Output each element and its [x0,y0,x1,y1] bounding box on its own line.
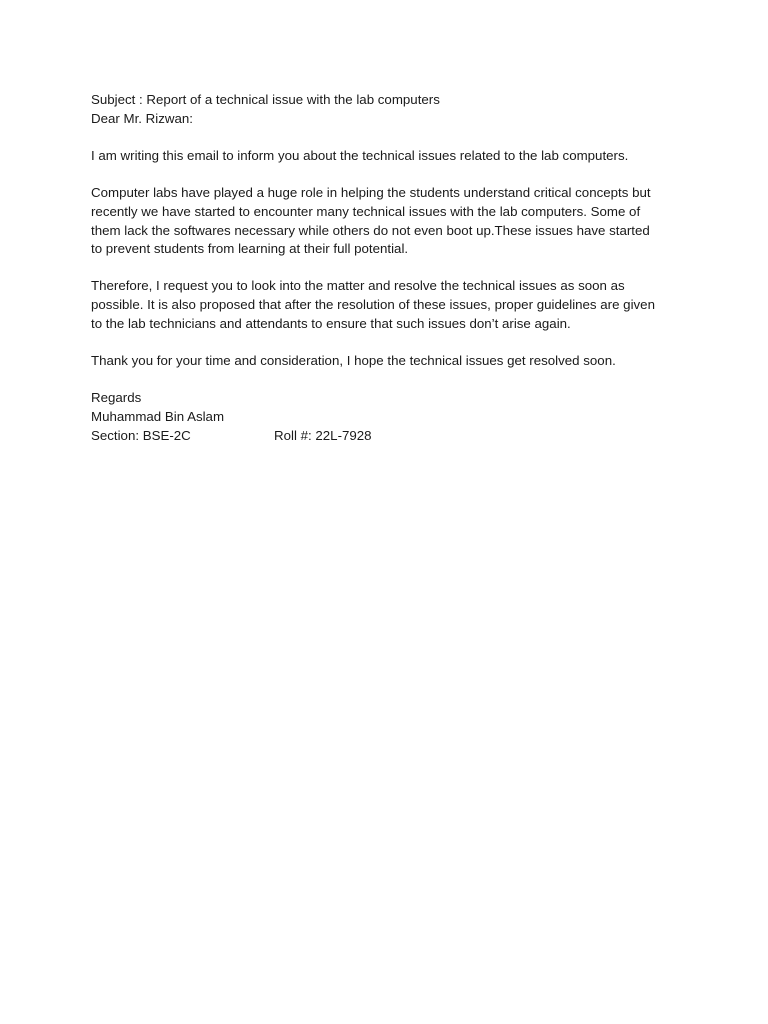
closing: Regards [91,390,142,406]
paragraph-problem [91,184,691,259]
paragraph-intro [91,147,691,166]
paragraph-line: to prevent students from learning at their full potential. [91,241,409,257]
paragraph-line: to the lab technicians and attendants to ensure that such issues don’t arise again. [91,315,571,331]
paragraph-line: Therefore, I request you to look into the matter and resolve the technical issues as soon as [91,278,625,294]
paragraph-line: Computer labs have played a huge role in helping the students understand critical concepts but [91,185,651,201]
paragraph-line: possible. It is also proposed that after the resolution of these issues, proper guidelines are given [91,297,655,313]
salutation: Dear Mr. Rizwan: [91,110,193,126]
roll-number: Roll #: 22L-7928 [274,427,372,443]
signature-block [91,389,691,445]
paragraph-thanks [91,352,691,371]
paragraph-line: them lack the softwares necessary while others do not even boot up.These issues have started [91,222,650,238]
section-label: Section: BSE-2C [91,427,191,443]
letter-body [91,91,691,445]
subject-line: Subject : Report of a technical issue with the lab computers [91,92,440,107]
spacer [91,128,691,147]
paragraph-line: recently we have started to encounter many technical issues with the lab computers. Some of [91,203,641,219]
section-roll-row [91,427,691,446]
sender-name: Muhammad Bin Aslam [91,408,225,424]
paragraph-line: I am writing this email to inform you about the technical issues related to the lab computers. [91,147,629,163]
paragraph-line: Thank you for your time and consideration, I hope the technical issues get resolved soon. [91,353,616,369]
paragraph-request [91,277,691,333]
